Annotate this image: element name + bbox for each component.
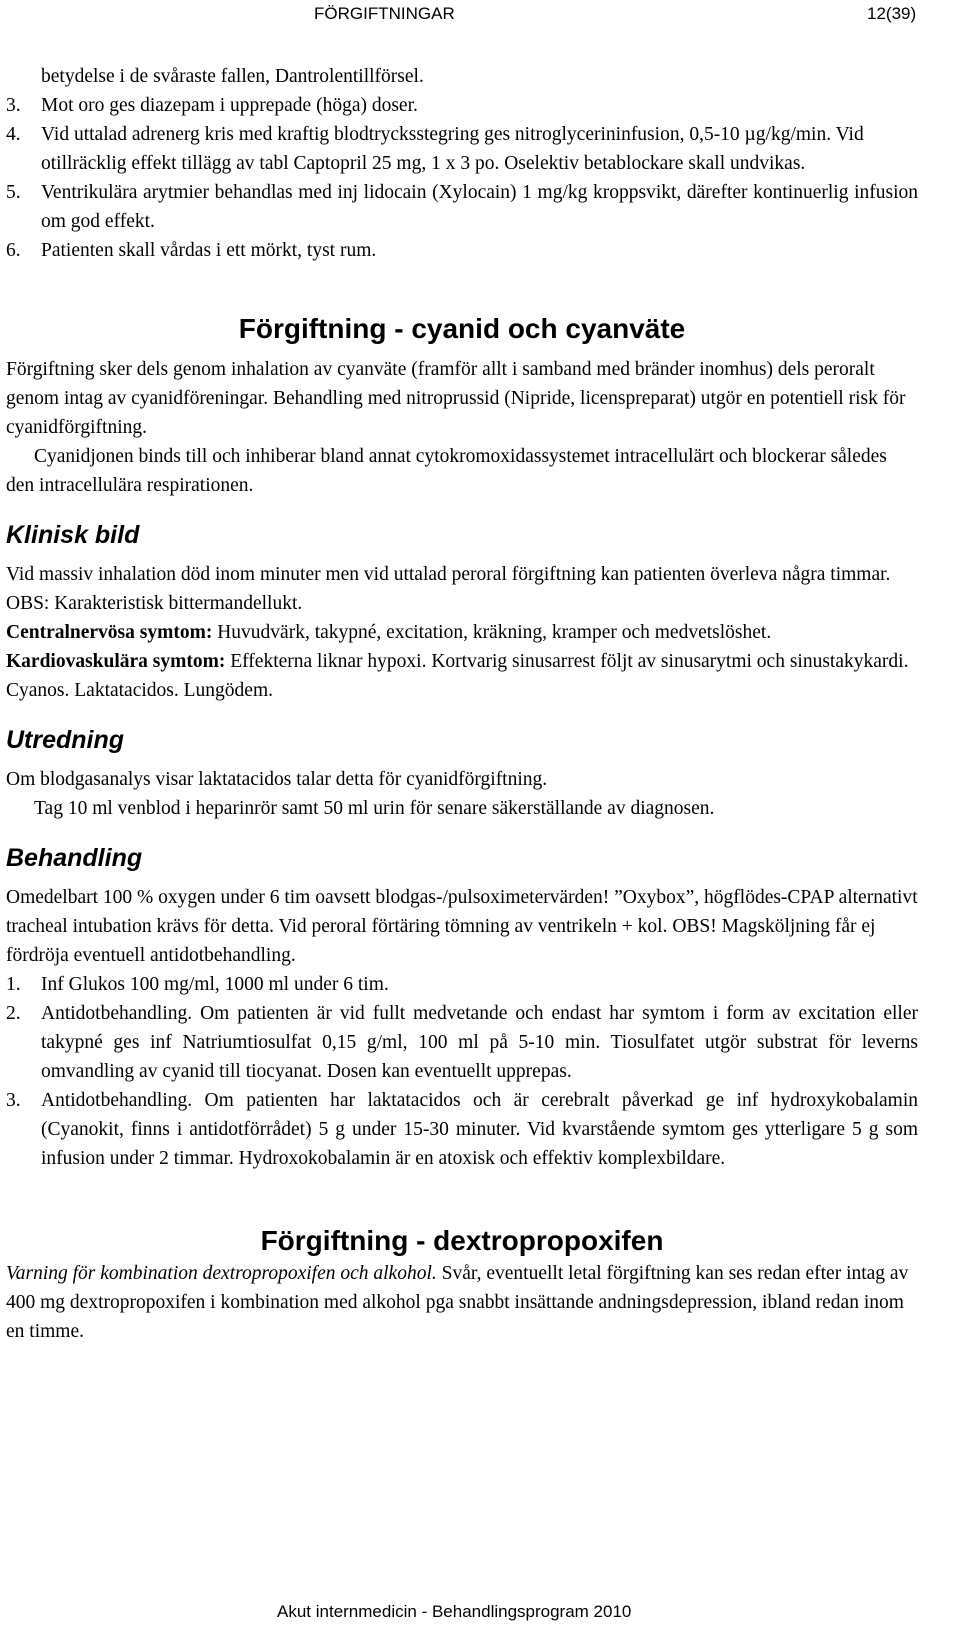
list-item: [6, 1086, 918, 1173]
list-text: Ventrikulära arytmier behandlas med inj lidocain (Xylocain) 1 mg/kg kroppsvikt, därefter kontinuerlig infusion om god effekt.: [41, 182, 918, 232]
list-text: Inf Glukos 100 mg/ml, 1000 ml under 6 tim.: [41, 974, 389, 995]
list-item: [6, 178, 918, 236]
investigation-paragraph: Om blodgasanalys visar laktatacidos talar detta för cyanidförgiftning.: [6, 769, 548, 790]
heading-investigation: Utredning: [6, 726, 125, 754]
investigation-sampling: Tag 10 ml venblod i heparinrör samt 50 ml urin för senare säkerställande av diagnosen.: [34, 798, 715, 819]
treatment-paragraph: Omedelbart 100 % oxygen under 6 tim oavsett blodgas-/pulsoximetervärden! ”Oxybox”, högflödes-CPAP alternativt tracheal intubation krävs för detta. Vid peroral förtäring tömning av ventrikeln + kol. OBS! Magsköljning får ej fördröja eventuell antidotbehandling.: [6, 887, 918, 966]
list-item: [6, 970, 918, 999]
list-text: Antidotbehandling. Om patienten är vid fullt medvetande och endast har symtom i form av excitation eller takypné ges inf Natriumtiosulfat 0,15 g/ml, 100 ml på 5-10 min. Tiosulfatet utgör substrat för leverns omvandling av cyanid till tiocyanat. Dosen kan eventuellt upprepas.: [41, 1003, 918, 1082]
document-body: [6, 62, 918, 1346]
heading-clinical: Klinisk bild: [6, 521, 140, 549]
cyanide-intro-paragraph: Förgiftning sker dels genom inhalation av cyanväte (framför allt i samband med bränder inomhus) dels peroralt genom intag av cyanidföreningar. Behandling med nitroprussid (Nipride, licenspreparat) utgör en potentiell risk för cyanidförgiftning.: [6, 359, 906, 438]
cv-text: Effekterna liknar hypoxi. Kortvarig sinusarrest följt av sinusarytmi och sinustakykardi. Cyanos. Laktatacidos. Lungödem.: [6, 651, 909, 701]
list-item: [6, 91, 918, 120]
cv-label: Kardiovaskulära symtom:: [6, 651, 226, 672]
list-item: [6, 999, 918, 1086]
cns-symptoms: [6, 618, 918, 647]
list-item: [6, 120, 918, 178]
cns-text: Huvudvärk, takypné, excitation, kräkning, kramper och medvetslöshet.: [212, 622, 772, 643]
list-number: 6.: [6, 240, 21, 261]
list-number: 3.: [6, 95, 21, 116]
list-text: Mot oro ges diazepam i upprepade (höga) doser.: [41, 95, 418, 116]
dextro-paragraph: [6, 1259, 918, 1346]
cv-symptoms: [6, 647, 918, 705]
section-title-dextro: Förgiftning - dextropropoxifen: [260, 1225, 664, 1256]
dextro-warning: Varning för kombination dextropropoxifen och alkohol.: [6, 1263, 437, 1284]
list-text: Patienten skall vårdas i ett mörkt, tyst rum.: [41, 240, 377, 261]
section-title-cyanide: Förgiftning - cyanid och cyanväte: [238, 313, 686, 344]
page-number: 12(39): [867, 4, 917, 23]
list-text: Antidotbehandling. Om patienten har laktatacidos och är cerebralt påverkad ge inf hydroxykobalamin (Cyanokit, finns i antidotförrådet) 5 g under 15-30 minuter. Vid kvarstående symtom ges ytterligare 5 g som infusion under 2 timmar. Hydroxokobalamin är en atoxisk och effektiv komplexbildare.: [41, 1090, 918, 1169]
header-title: FÖRGIFTNINGAR: [314, 4, 455, 23]
intro-list: [6, 91, 918, 265]
list-number: 1.: [6, 974, 21, 995]
list-text: Vid uttalad adrenerg kris med kraftig blodtrycksstegring ges nitroglycerininfusion, 0,5-10 µg/kg/min. Vid otillräcklig effekt tillägg av tabl Captopril 25 mg, 1 x 3 po. Oselektiv betablockare skall undvikas.: [41, 124, 864, 174]
cns-label: Centralnervösa symtom:: [6, 622, 213, 643]
running-footer: Akut internmedicin - Behandlingsprogram 2010: [277, 1602, 632, 1621]
list-number: 5.: [6, 182, 21, 203]
dextro-text: Svår, eventuellt letal förgiftning kan ses redan efter intag av 400 mg dextropropoxifen i kombination med alkohol pga snabbt insättande andningsdepression, ibland redan inom en timme.: [6, 1263, 909, 1342]
list-number: 2.: [6, 1003, 21, 1024]
list-number: 4.: [6, 124, 21, 145]
cyanide-mechanism-paragraph: Cyanidjonen binds till och inhiberar bland annat cytokromoxidassystemet intracellulärt och blockerar således den intracellulära respirationen.: [6, 446, 887, 496]
list-item: [6, 236, 918, 265]
list-number: 3.: [6, 1090, 21, 1111]
heading-treatment: Behandling: [6, 844, 143, 872]
treatment-list: [6, 970, 918, 1173]
clinical-paragraph: Vid massiv inhalation död inom minuter men vid uttalad peroral förgiftning kan patienten överleva några timmar. OBS: Karakteristisk bittermandellukt.: [6, 564, 891, 614]
continuation-text: betydelse i de svåraste fallen, Dantrolentillförsel.: [41, 66, 424, 87]
